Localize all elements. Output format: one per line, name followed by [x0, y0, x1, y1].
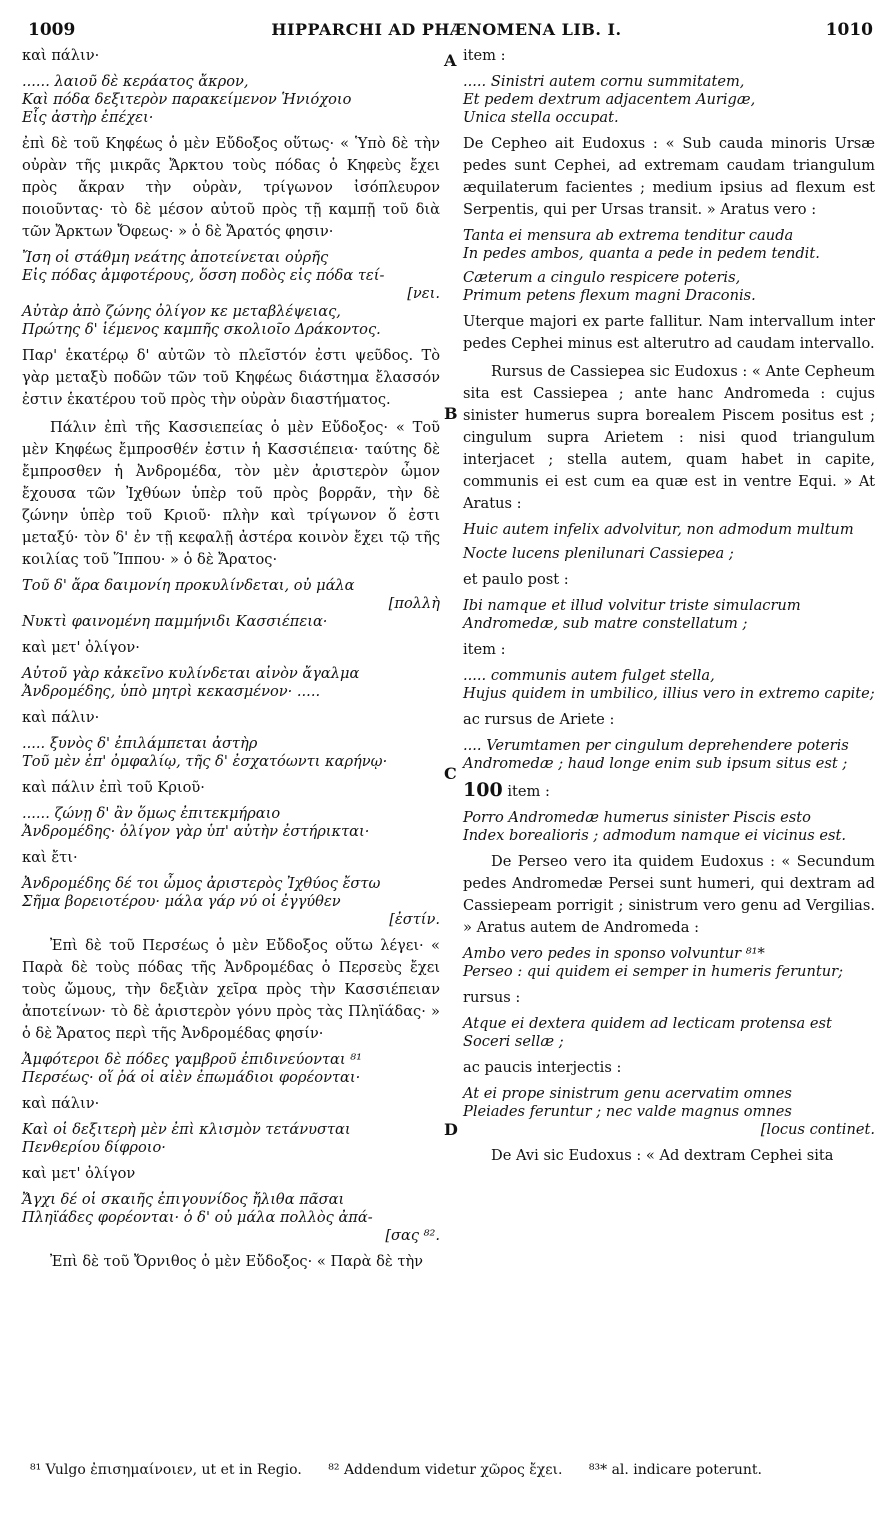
- page-number-left: 1009: [28, 20, 76, 40]
- verse-line: Αὐτὰρ ἀπὸ ζώνης ὀλίγον κε μεταβλέψειας,: [22, 303, 341, 320]
- paragraph: καὶ πάλιν·: [22, 709, 100, 726]
- margin-marker-c: C: [444, 764, 457, 783]
- verse-block: [22, 665, 440, 701]
- verse-line: Καὶ οἱ δεξιτερὴ μὲν ἐπὶ κλισμὸν τετάνυσται: [22, 1121, 351, 1138]
- verse-line: Πληϊάδες φορέονται· ὁ δ' οὐ μάλα πολλὸς ἀπά-: [22, 1209, 373, 1226]
- verse-line: ..... ξυνὸς δ' ἐπιλάμπεται ἀστὴρ: [22, 735, 258, 752]
- verse-block: [22, 1191, 440, 1245]
- verse-line: [locus continet.: [760, 1121, 875, 1138]
- paragraph: καὶ πάλιν·: [22, 47, 100, 64]
- verse-block: [22, 735, 440, 771]
- verse-line: Tanta ei mensura ab extrema tenditur cauda: [463, 227, 794, 244]
- verse-line: Ἀμφότεροι δὲ πόδες γαμβροῦ ἐπιδινεύονται ⁸¹: [22, 1051, 362, 1068]
- verse-line: Huic autem infelix advolvitur, non admodum multum: [463, 521, 854, 538]
- verse-line: [ἐστίν.: [389, 911, 440, 928]
- greek-column: [22, 45, 440, 1279]
- paragraph: De Cepheo ait Eudoxus : « Sub cauda minoris Ursæ pedes sunt Cephei, ad extremam caudam triangulum æquilaterum facientes ; medium ipsius ad flexum est Serpentis, qui per Ursas transit. » Aratus vero :: [463, 135, 875, 218]
- verse-line: Εἷς ἀστὴρ ἐπέχει·: [22, 109, 154, 126]
- verse-block: [463, 73, 875, 127]
- verse-line: Nocte lucens plenilunari Cassiepea ;: [463, 545, 734, 562]
- verse-block: [463, 597, 875, 633]
- paragraph: καὶ ἔτι·: [22, 849, 78, 866]
- verse-line: Perseo : qui quidem ei semper in humeris feruntur;: [463, 963, 844, 980]
- paragraph: rursus :: [463, 989, 521, 1006]
- verse-block: [463, 521, 875, 539]
- paragraph: De Avi sic Eudoxus : « Ad dextram Cephei sita: [491, 1147, 834, 1164]
- verse-block: [22, 73, 440, 127]
- paragraph: καὶ πάλιν ἐπὶ τοῦ Κριοῦ·: [22, 779, 205, 796]
- verse-block: [463, 227, 875, 263]
- verse-block: [22, 577, 440, 631]
- verse-line: Cæterum a cingulo respicere poteris,: [463, 269, 741, 286]
- verse-line: Εἰς πόδας ἀμφοτέρους, ὅσση ποδὸς εἰς πόδα τεί-: [22, 267, 385, 284]
- paragraph: ac rursus de Ariete :: [463, 711, 615, 728]
- verse-line: ..... communis autem fulget stella,: [463, 667, 715, 684]
- footnotes: [30, 1462, 873, 1478]
- verse-line: Περσέως· οἵ ῥά οἱ αἰὲν ἐπωμάδιοι φορέονται·: [22, 1069, 361, 1086]
- verse-line: ...... ζώνῃ δ' ἂν ὅμως ἐπιτεκμήραιο: [22, 805, 281, 822]
- verse-line: Pleiades feruntur ; nec valde magnus omnes: [463, 1103, 792, 1120]
- verse-line: Νυκτὶ φαινομένη παμμήνιδι Κασσιέπεια·: [22, 613, 328, 630]
- paragraph: ἐπὶ δὲ τοῦ Κηφέως ὁ μὲν Εὔδοξος οὕτως· « Ὑπὸ δὲ τὴν οὐρὰν τῆς μικρᾶς Ἄρκτου τοὺς πόδας ὁ Κηφεὺς ἔχει πρὸς ἄκραν τὴν οὐρὰν, τρίγωνον ἰσόπλευρον ποιοῦντας· τὸ δὲ μέσον αὐτοῦ πρὸς τῇ καμπῇ τοῦ διὰ τῶν Ἄρκτων Ὄφεως· » ὁ δὲ Ἄρατός φησιν·: [22, 135, 440, 240]
- verse-line: Καὶ πόδα δεξιτερὸν παρακείμενον Ἡνιόχοιο: [22, 91, 352, 108]
- verse-block: [463, 809, 875, 845]
- verse-block: [22, 1121, 440, 1157]
- verse-line: ...... λαιοῦ δὲ κεράατος ἄκρον,: [22, 73, 249, 90]
- margin-marker-b: B: [444, 404, 458, 423]
- verse-block: [22, 249, 440, 339]
- paragraph: Ἐπὶ δὲ τοῦ Ὄρνιθος ὁ μὲν Εὔδοξος· « Παρὰ δὲ τὴν: [50, 1253, 424, 1270]
- verse-block: [463, 1015, 875, 1051]
- footnote: ⁸³* al. indicare poterunt.: [588, 1462, 762, 1478]
- verse-line: Ἄγχι δέ οἱ σκαιῆς ἐπιγουνίδος ἤλιθα πᾶσαι: [22, 1191, 345, 1208]
- verse-line: Porro Andromedæ humerus sinister Piscis esto: [463, 809, 811, 826]
- verse-line: [πολλὴ: [388, 595, 440, 612]
- verse-line: .... Verumtamen per cingulum deprehendere poteris: [463, 737, 849, 754]
- margin-marker-d: D: [444, 1120, 458, 1139]
- footnote: ⁸² Addendum videtur χῶρος ἔχει.: [328, 1462, 563, 1478]
- verse-block: [463, 545, 875, 563]
- verse-line: Πρώτης δ' ἱέμενος καμπῆς σκολιοῖο Δράκοντος.: [22, 321, 381, 338]
- verse-line: Atque ei dextera quidem ad lecticam protensa est: [463, 1015, 832, 1032]
- verse-line: Αὐτοῦ γὰρ κἀκεῖνο κυλίνδεται αἰνὸν ἄγαλμα: [22, 665, 360, 682]
- paragraph: καὶ μετ' ὀλίγον·: [22, 639, 140, 656]
- verse-line: Index borealioris ; admodum namque ei vicinus est.: [463, 827, 846, 844]
- verse-line: At ei prope sinistrum genu acervatim omnes: [463, 1085, 792, 1102]
- verse-block: [463, 737, 875, 773]
- verse-line: Σῆμα βορειοτέρου· μάλα γάρ νύ οἱ ἐγγύθεν: [22, 893, 341, 910]
- paragraph: καὶ πάλιν·: [22, 1095, 100, 1112]
- verse-block: [22, 875, 440, 929]
- verse-line: Πενθερίου δίφροιο·: [22, 1139, 166, 1156]
- paragraph: καὶ μετ' ὀλίγον: [22, 1165, 136, 1182]
- verse-line: [σας ⁸².: [385, 1227, 440, 1244]
- verse-block: [463, 945, 875, 981]
- paragraph: Ἐπὶ δὲ τοῦ Περσέως ὁ μὲν Εὔδοξος οὕτω λέγει· « Παρὰ δὲ τοὺς πόδας τῆς Ἀνδρομέδας ὁ Περσεὺς ἔχει τοὺς ὤμους, τὴν δεξιὰν χεῖρα πρὸς τὴν Κασσιέπειαν ἀποτείνων· τὸ δὲ ἀριστερὸν γόνυ πρὸς τὰς Πληϊάδας· » ὁ δὲ Ἄρατος περὶ τῆς Ἀνδρομέδας φησίν·: [22, 937, 440, 1042]
- verse-line: Τοῦ μὲν ἐπ' ὀμφαλίῳ, τῆς δ' ἐσχατόωντι καρήνῳ·: [22, 753, 388, 770]
- verse-block: [22, 1051, 440, 1087]
- page-number-right: 1010: [825, 20, 873, 40]
- verse-line: Hujus quidem in umbilico, illius vero in extremo capite;: [463, 685, 875, 702]
- paragraph: item :: [463, 641, 506, 658]
- verse-block: [463, 269, 875, 305]
- footnote: ⁸¹ Vulgo ἐπισημαίνοιεν, ut et in Regio.: [30, 1462, 302, 1478]
- verse-line: In pedes ambos, quanta a pede in pedem tendit.: [463, 245, 820, 262]
- verse-line: Andromedæ ; haud longe enim sub ipsum situs est ;: [463, 755, 848, 772]
- verse-line: Ἀνδρομέδης· ὀλίγον γὰρ ὑπ' αὐτὴν ἐστήρικται·: [22, 823, 370, 840]
- verse-line: Ibi namque et illud volvitur triste simulacrum: [463, 597, 801, 614]
- paragraph: Uterque majori ex parte fallitur. Nam intervallum inter pedes Cephei minus est alterutro ad caudam intervallo.: [463, 313, 875, 352]
- verse-line: Soceri sellæ ;: [463, 1033, 564, 1050]
- verse-line: Ἀνδρομέδης δέ τοι ὦμος ἀριστερὸς Ἰχθύος ἔστω: [22, 875, 381, 892]
- latin-column: [463, 45, 875, 1173]
- margin-marker-a: A: [444, 51, 457, 70]
- verse-block: [463, 1085, 875, 1139]
- verse-line: Ambo vero pedes in sponso volvuntur ⁸¹*: [463, 945, 765, 962]
- verse-line: ..... Sinistri autem cornu summitatem,: [463, 73, 745, 90]
- paragraph: et paulo post :: [463, 571, 569, 588]
- paragraph: Παρ' ἑκατέρῳ δ' αὐτῶν τὸ πλεῖστόν ἐστι ψεῦδος. Τὸ γὰρ μεταξὺ ποδῶν τῶν τοῦ Κηφέως διάστημα ἔλασσόν ἐστιν ἑκατέρου τοῦ πρὸς τὴν οὐρὰν διαστήματος.: [22, 347, 440, 408]
- verse-line: Unica stella occupat.: [463, 109, 619, 126]
- verse-line: Ἴση οἱ στάθμη νεάτης ἀποτείνεται οὐρῆς: [22, 249, 329, 266]
- running-title: HIPPARCHI AD PHÆNOMENA LIB. I.: [271, 20, 622, 39]
- verse-block: [22, 805, 440, 841]
- paragraph: item :: [463, 47, 506, 64]
- section-number: 100: [463, 779, 503, 801]
- verse-line: Primum petens flexum magni Draconis.: [463, 287, 756, 304]
- verse-line: Τοῦ δ' ἄρα δαιμονίη προκυλίνδεται, οὐ μάλα: [22, 577, 355, 594]
- verse-line: Ἀνδρομέδης, ὑπὸ μητρὶ κεκασμένον· .....: [22, 683, 321, 700]
- paragraph: ac paucis interjectis :: [463, 1059, 622, 1076]
- numbered-line: [463, 779, 875, 803]
- verse-line: [νει.: [407, 285, 440, 302]
- verse-line: Andromedæ, sub matre constellatum ;: [463, 615, 748, 632]
- paragraph: De Perseo vero ita quidem Eudoxus : « Secundum pedes Andromedæ Persei sunt humeri, qui dextram ad Cassiepeam porrigit ; sinistrum vero genu ad Vergilias. » Aratus autem de Andromeda :: [463, 853, 875, 936]
- verse-line: Et pedem dextrum adjacentem Aurigæ,: [463, 91, 756, 108]
- verse-block: [463, 667, 875, 703]
- paragraph: Rursus de Cassiepea sic Eudoxus : « Ante Cepheum sita est Cassiepea ; ante hanc Andromeda : cujus sinister humerus supra borealem Piscem positus est ; cingulum supra Arietem : nisi quod triangulum interjacet ; stella autem, quam habet in capite, communis ei est cum ea quæ est in ventre Equi. » At Aratus :: [463, 363, 875, 512]
- paragraph: Πάλιν ἐπὶ τῆς Κασσιεπείας ὁ μὲν Εὔδοξος· « Τοῦ μὲν Κηφέως ἔμπροσθέν ἐστιν ἡ Κασσιέπεια· ταύτης δὲ ἔμπροσθεν ἡ Ἀνδρομέδα, τὸν μὲν ἀριστερὸν ὦμον ἔχουσα τῶν Ἰχθύων ὑπὲρ τοῦ πρὸς βορρᾶν, τὴν δὲ ζώνην ὑπὲρ τοῦ Κριοῦ· πλὴν καὶ τρίγωνον ὅ ἐστι μεταξύ· τὸν δ' ἐν τῇ κεφαλῇ ἀστέρα κοινὸν ἔχει τῷ τῆς κοιλίας τοῦ Ἵππου· » ὁ δὲ Ἄρατος·: [22, 419, 440, 568]
- paragraph-text: item :: [507, 783, 550, 800]
